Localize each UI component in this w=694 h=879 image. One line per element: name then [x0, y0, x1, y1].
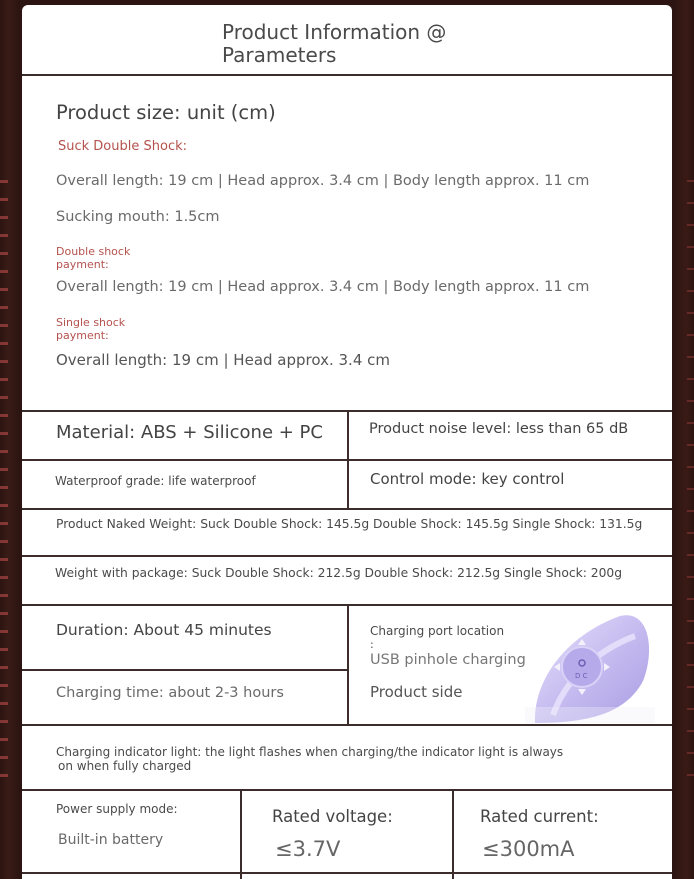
divider	[347, 412, 349, 510]
power-supply-value: Built-in battery	[58, 832, 164, 848]
noise-level-spec: Product noise level: less than 65 dB	[369, 421, 629, 437]
divider	[347, 606, 349, 724]
divider	[240, 791, 242, 879]
single-shock-label-2: payment:	[56, 329, 109, 342]
charging-port-value: USB pinhole charging	[370, 652, 526, 668]
dc-label: D C	[575, 672, 588, 680]
rated-voltage-label: Rated voltage:	[272, 807, 393, 826]
charging-port-label: Charging port location	[370, 624, 505, 638]
size-heading: Product size: unit (cm)	[56, 101, 276, 124]
charging-time-spec: Charging time: about 2-3 hours	[56, 685, 284, 701]
product-side-image	[525, 611, 655, 723]
divider	[22, 555, 672, 557]
rated-current-value: ≤300mA	[482, 837, 575, 861]
double-overall-length: Overall length: 19 cm | Head approx. 3.4 cm | Body length approx. 11 cm	[56, 279, 590, 295]
page-title: Product Information @ Parameters	[222, 20, 447, 67]
left-margin-decoration	[0, 180, 8, 780]
waterproof-spec: Waterproof grade: life waterproof	[55, 474, 256, 488]
naked-weight-spec: Product Naked Weight: Suck Double Shock: 145.5g Double Shock: 145.5g Single Shock: 131.5g	[56, 517, 643, 531]
divider	[22, 789, 672, 791]
suck-overall-length: Overall length: 19 cm | Head approx. 3.4 cm | Body length approx. 11 cm	[56, 173, 590, 189]
charging-port-colon: :	[370, 638, 374, 651]
control-mode-spec: Control mode: key control	[370, 470, 565, 488]
single-overall-length: Overall length: 19 cm | Head approx. 3.4 cm	[56, 351, 390, 369]
material-spec: Material: ABS + Silicone + PC	[56, 422, 323, 443]
divider	[22, 872, 672, 874]
divider	[22, 669, 348, 671]
indicator-light-spec: Charging indicator light: the light flashes when charging/the indicator light is always	[56, 745, 564, 759]
rated-voltage-value: ≤3.7V	[275, 837, 341, 861]
rated-current-label: Rated current:	[480, 807, 599, 826]
product-info-panel	[22, 5, 672, 879]
power-supply-label: Power supply mode:	[56, 802, 178, 816]
single-shock-label: Single shock	[56, 316, 126, 329]
double-shock-label: Double shock	[56, 245, 131, 258]
divider	[22, 459, 672, 461]
duration-spec: Duration: About 45 minutes	[56, 621, 272, 639]
divider	[22, 724, 672, 726]
charging-side: Product side	[370, 683, 463, 701]
double-shock-label-2: payment:	[56, 258, 109, 271]
divider	[22, 74, 672, 76]
suck-double-shock-label: Suck Double Shock:	[58, 139, 187, 154]
divider	[22, 508, 672, 510]
indicator-light-spec-2: on when fully charged	[58, 759, 192, 773]
right-margin-decoration	[687, 180, 694, 780]
sucking-mouth: Sucking mouth: 1.5cm	[56, 209, 220, 225]
package-weight-spec: Weight with package: Suck Double Shock: 212.5g Double Shock: 212.5g Single Shock: 200g	[55, 566, 623, 580]
divider	[452, 791, 454, 879]
